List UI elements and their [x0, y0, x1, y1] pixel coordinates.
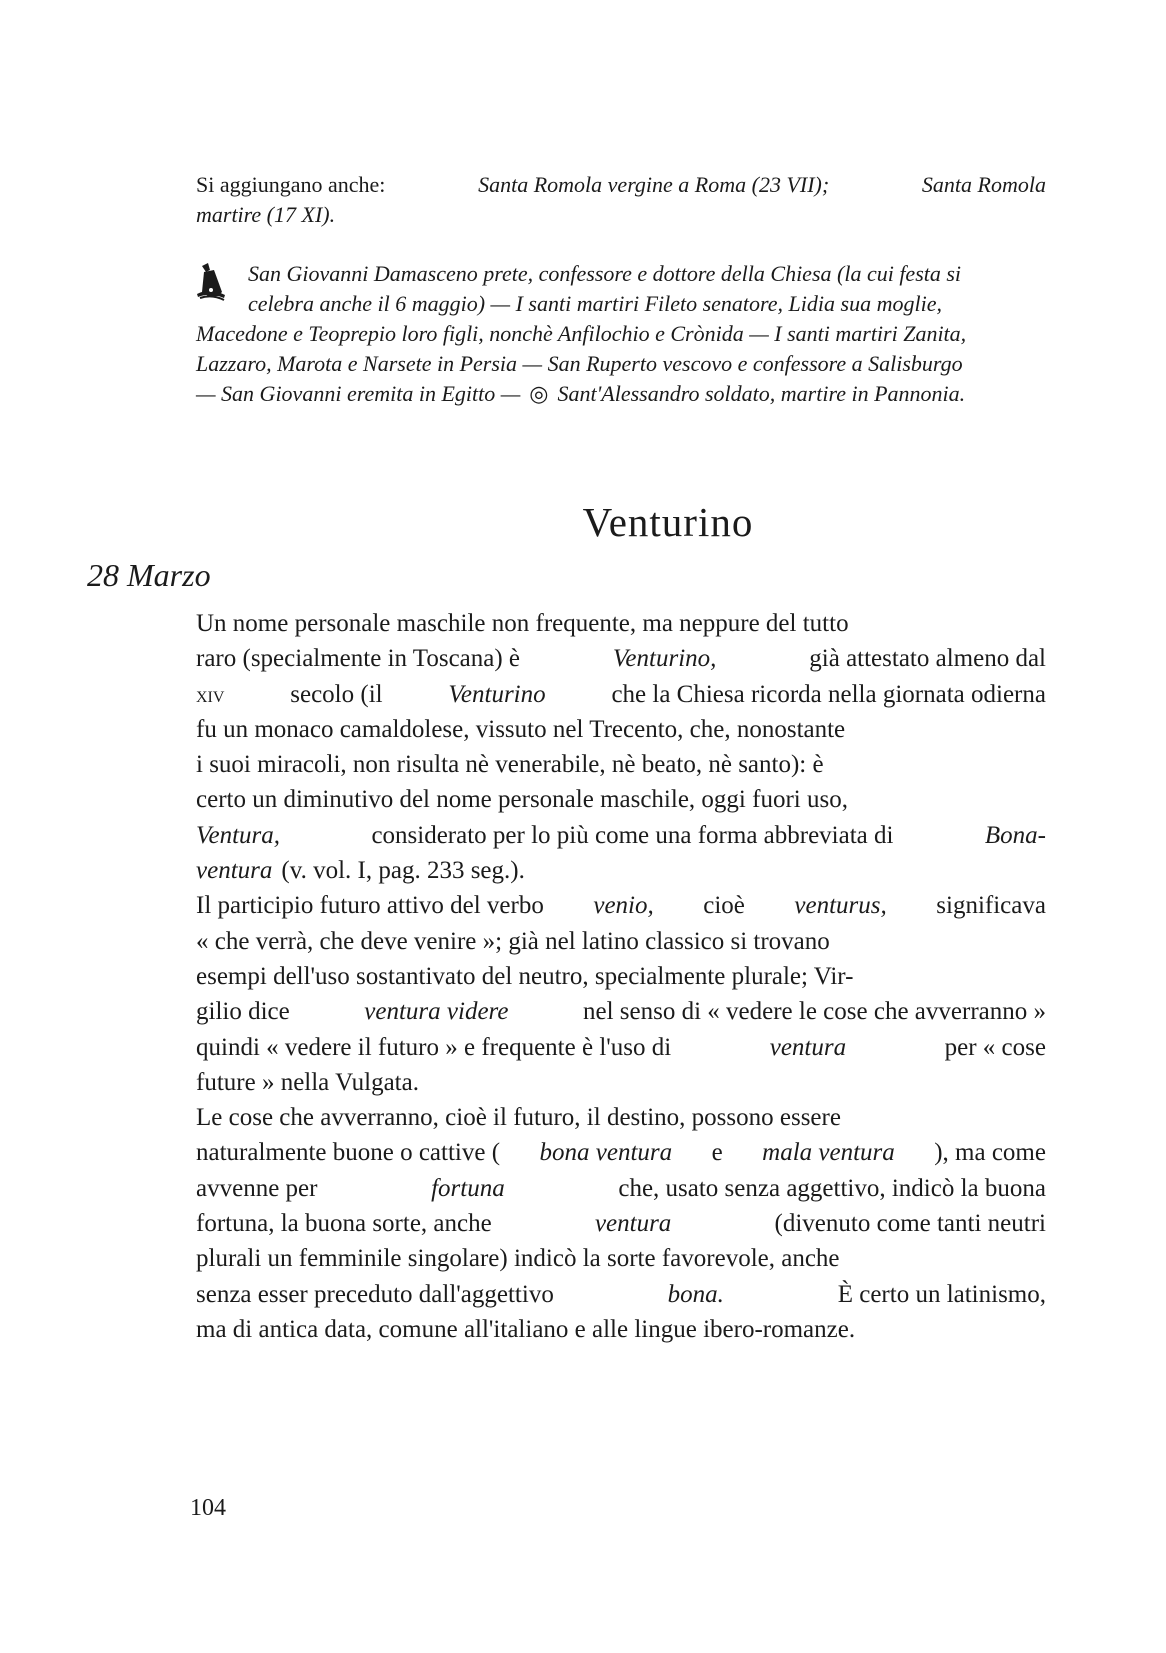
text-run: ventura videre: [364, 998, 509, 1026]
text-run: esempi dell'uso sostantivato del neutro, specialmente plurale; Vir-: [196, 962, 854, 990]
body-line: [196, 782, 1046, 817]
saints-line: [196, 289, 1046, 319]
saints-line: [196, 319, 1046, 349]
text-run: Le cose che avverranno, cioè il futuro, il destino, possono essere: [196, 1104, 841, 1132]
text-run: (divenuto come tanti neutri: [774, 1210, 1046, 1238]
text-run: Ventura,: [196, 821, 281, 849]
text-run: che, usato senza aggettivo, indicò la buona: [618, 1174, 1046, 1202]
text-run: i suoi miracoli, non risulta nè venerabile, nè beato, nè santo): è: [196, 751, 824, 779]
text-run: venturus,: [794, 892, 887, 920]
body-line: [196, 924, 1046, 959]
text-run: ma di antica data, comune all'italiano e alle lingue ibero-romanze.: [196, 1315, 856, 1343]
text-run: secolo (il: [290, 680, 383, 708]
intro-line: [196, 200, 1046, 230]
body-line: [196, 1100, 1046, 1135]
body-line: [196, 1312, 1046, 1347]
text-run: gilio dice: [196, 998, 290, 1026]
text-run: Sant'Alessandro soldato, martire in Pannonia.: [557, 381, 966, 406]
text-run: ventura: [769, 1033, 847, 1061]
body-line: [196, 606, 1046, 641]
text-run: Bona-: [984, 821, 1046, 849]
saint-figure-icon: [194, 262, 228, 304]
text-run: fu un monaco camaldolese, vissuto nel Trecento, che, nonostante: [196, 715, 846, 743]
body-line: [196, 1241, 1046, 1276]
text-run: Un nome personale maschile non frequente, ma neppure del tutto: [196, 610, 849, 637]
text-run: e: [711, 1139, 723, 1167]
text-run: È certo un latinismo,: [837, 1280, 1046, 1308]
text-run: future » nella Vulgata.: [196, 1068, 419, 1096]
text-run: celebra anche il 6 maggio) — I santi martiri Fileto senatore, Lidia sua moglie,: [248, 291, 942, 316]
text-run: (v. vol. I, pag. 233 seg.).: [281, 857, 525, 885]
text-run: ventura: [594, 1210, 672, 1238]
text-run: plurali un femminile singolare) indicò la sorte favorevole, anche: [196, 1245, 840, 1273]
body-line: [196, 1171, 1046, 1206]
article-title: Venturino: [582, 499, 754, 545]
saints-paragraph: [196, 259, 1046, 409]
text-run: — San Giovanni eremita in Egitto —: [196, 381, 521, 406]
text-run: Venturino: [448, 680, 546, 708]
intro-line: [196, 170, 1046, 200]
text-run: Santa Romola: [921, 172, 1046, 197]
text-run: Macedone e Teoprepio loro figli, nonchè Anfilochio e Crònida — I santi martiri Zanita,: [196, 321, 967, 346]
body-line: [196, 1277, 1046, 1312]
body-line: [196, 994, 1046, 1029]
text-run: per « cose: [944, 1033, 1046, 1061]
text-run: venio,: [593, 892, 654, 920]
text-run: quindi « vedere il futuro » e frequente è l'uso di: [196, 1033, 672, 1061]
body-line: [196, 1206, 1046, 1241]
saints-line: [196, 259, 1046, 289]
text-run: nel senso di « vedere le cose che avverranno »: [582, 998, 1046, 1026]
text-run: naturalmente buone o cattive (: [196, 1139, 501, 1167]
body-line: [196, 818, 1046, 853]
text-run: xiv: [196, 681, 225, 707]
text-run: certo un diminutivo del nome personale maschile, oggi fuori uso,: [196, 786, 848, 814]
text-run: cioè: [703, 892, 745, 920]
text-run: Il participio futuro attivo del verbo: [196, 892, 544, 920]
text-run: Lazzaro, Marota e Narsete in Persia — San Ruperto vescovo e confessore a Salisburgo: [196, 351, 963, 376]
intro-paragraph: [196, 170, 1046, 230]
text-run: ventura: [196, 857, 273, 885]
body-line: [196, 1135, 1046, 1170]
text-run: considerato per lo più come una forma abbreviata di: [371, 821, 894, 849]
text-run: che la Chiesa ricorda nella giornata odierna: [611, 680, 1046, 708]
page-number: 104: [190, 1495, 226, 1521]
text-run: Venturino,: [612, 645, 717, 673]
text-run: martire (17 XI).: [196, 202, 336, 227]
body-line: [196, 747, 1046, 782]
body-line: [196, 959, 1046, 994]
text-run: senza esser preceduto dall'aggettivo: [196, 1280, 554, 1308]
text-run: raro (specialmente in Toscana) è: [196, 645, 521, 673]
article-body: [196, 606, 1046, 1347]
text-run: Si aggiungano anche:: [196, 172, 386, 197]
text-run: avvenne per: [196, 1174, 318, 1202]
feast-date: 28 Marzo: [87, 557, 211, 593]
text-run: mala ventura: [762, 1139, 895, 1167]
text-run: fortuna: [431, 1174, 505, 1202]
text-run: ), ma come: [934, 1139, 1046, 1167]
body-line: [196, 712, 1046, 747]
saints-line: [196, 349, 1046, 379]
body-line: [196, 641, 1046, 676]
text-run: « che verrà, che deve venire »; già nel latino classico si trovano: [196, 927, 830, 955]
text-run: Santa Romola vergine a Roma (23 VII);: [478, 172, 830, 197]
text-run: ◎: [529, 381, 549, 406]
body-line: [196, 677, 1046, 712]
text-run: San Giovanni Damasceno prete, confessore e dottore della Chiesa (la cui festa si: [248, 261, 962, 286]
text-run: bona ventura: [539, 1139, 673, 1167]
text-run: già attestato almeno dal: [809, 645, 1046, 673]
body-line: [196, 853, 1046, 888]
body-line: [196, 1065, 1046, 1100]
body-line: [196, 1030, 1046, 1065]
saints-line: [196, 379, 1046, 409]
text-run: bona.: [667, 1280, 724, 1308]
text-run: significava: [936, 892, 1046, 920]
text-run: fortuna, la buona sorte, anche: [196, 1210, 492, 1238]
body-line: [196, 888, 1046, 923]
